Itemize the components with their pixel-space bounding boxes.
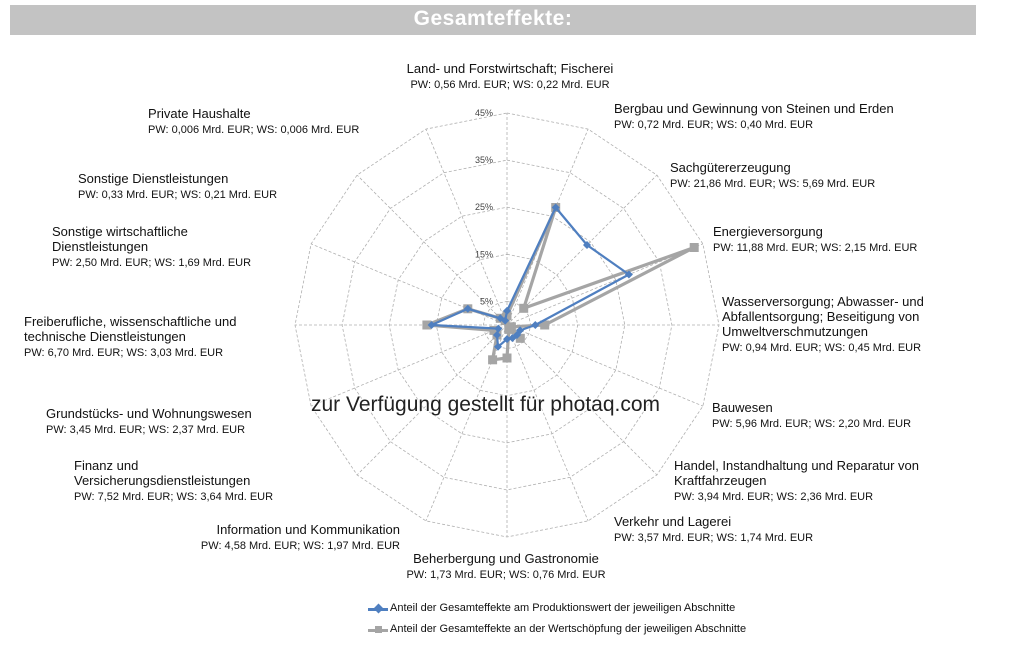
category-name: Energieversorgung	[713, 224, 823, 239]
data-point-pw	[531, 321, 539, 329]
category-values: PW: 7,52 Mrd. EUR; WS: 3,64 Mrd. EUR	[74, 491, 274, 503]
legend-marker-ws	[375, 626, 382, 633]
category-name: Private Haushalte	[148, 106, 251, 121]
category-name: Land- und Forstwirtschaft; Fischerei	[406, 61, 614, 76]
watermark-text: zur Verfügung gestellt für photaq.com	[311, 393, 661, 416]
category-values: PW: 3,57 Mrd. EUR; WS: 1,74 Mrd. EUR	[614, 532, 814, 544]
tick-label: 35%	[474, 155, 493, 166]
category-values: PW: 6,70 Mrd. EUR; WS: 3,03 Mrd. EUR	[24, 347, 224, 359]
series-line-ws	[427, 208, 694, 360]
category-values: PW: 21,86 Mrd. EUR; WS: 5,69 Mrd. EUR	[670, 178, 876, 190]
category-name: Versicherungsdienstleistungen	[74, 473, 251, 488]
category-name: technische Dienstleistungen	[24, 329, 186, 344]
data-point-ws	[690, 243, 699, 252]
category-values: PW: 4,58 Mrd. EUR; WS: 1,97 Mrd. EUR	[200, 540, 400, 552]
category-values: PW: 11,88 Mrd. EUR; WS: 2,15 Mrd. EUR	[713, 242, 918, 254]
grid-spoke	[507, 325, 588, 521]
category-name: Finanz und	[74, 458, 139, 473]
tick-label: 25%	[474, 202, 493, 213]
category-name: Sachgütererzeugung	[670, 160, 791, 175]
category-name: Sonstige wirtschaftliche	[52, 224, 188, 239]
category-values: PW: 0,72 Mrd. EUR; WS: 0,40 Mrd. EUR	[614, 119, 814, 131]
data-point-ws	[504, 325, 513, 334]
legend-label-ws: Anteil der Gesamteffekte an der Wertschöpfung der jeweiligen Abschnitte	[390, 623, 747, 635]
category-name: Grundstücks- und Wohnungswesen	[46, 406, 252, 421]
category-values: PW: 0,33 Mrd. EUR; WS: 0,21 Mrd. EUR	[78, 189, 278, 201]
page-title: Gesamteffekte:	[413, 7, 573, 30]
category-values: PW: 5,96 Mrd. EUR; WS: 2,20 Mrd. EUR	[712, 418, 912, 430]
tick-label: 5%	[479, 296, 493, 307]
category-name: Bergbau und Gewinnung von Steinen und Erden	[614, 101, 894, 116]
radar-ticks	[475, 108, 493, 306]
category-name: Umweltverschmutzungen	[722, 324, 868, 339]
tick-label: 15%	[474, 249, 493, 260]
category-values: PW: 0,006 Mrd. EUR; WS: 0,006 Mrd. EUR	[148, 124, 360, 136]
category-values: PW: 0,56 Mrd. EUR; WS: 0,22 Mrd. EUR	[410, 79, 610, 91]
category-values: PW: 3,94 Mrd. EUR; WS: 2,36 Mrd. EUR	[674, 491, 874, 503]
category-name: Abfallentsorgung; Beseitigung von	[722, 309, 920, 324]
data-point-ws	[503, 354, 512, 363]
category-name: Freiberufliche, wissenschaftliche und	[24, 314, 237, 329]
category-name: Verkehr und Lagerei	[614, 514, 732, 529]
category-name: Wasserversorgung; Abwasser- und	[722, 294, 924, 309]
grid-spoke	[426, 129, 507, 325]
series-line-pw	[432, 208, 629, 347]
category-name: Sonstige Dienstleistungen	[78, 171, 229, 186]
category-values: PW: 1,73 Mrd. EUR; WS: 0,76 Mrd. EUR	[406, 569, 606, 581]
category-name: Bauwesen	[712, 400, 773, 415]
category-name: Handel, Instandhaltung und Reparatur von	[674, 458, 920, 473]
category-name: Kraftfahrzeugen	[674, 473, 767, 488]
category-name: Information und Kommunikation	[216, 522, 400, 537]
category-labels	[24, 61, 924, 581]
legend-label-pw: Anteil der Gesamteffekte am Produktionswert der jeweiligen Abschnitte	[390, 602, 736, 614]
category-values: PW: 0,94 Mrd. EUR; WS: 0,45 Mrd. EUR	[722, 342, 922, 354]
category-values: PW: 3,45 Mrd. EUR; WS: 2,37 Mrd. EUR	[46, 424, 246, 436]
tick-label: 45%	[474, 108, 493, 118]
category-values: PW: 2,50 Mrd. EUR; WS: 1,69 Mrd. EUR	[52, 257, 252, 269]
category-name: Dienstleistungen	[52, 239, 149, 254]
category-name: Beherbergung und Gastronomie	[413, 551, 599, 566]
data-point-ws	[488, 355, 497, 364]
data-point-ws	[519, 304, 528, 313]
radar-series	[422, 203, 698, 364]
grid-spoke	[507, 175, 657, 325]
